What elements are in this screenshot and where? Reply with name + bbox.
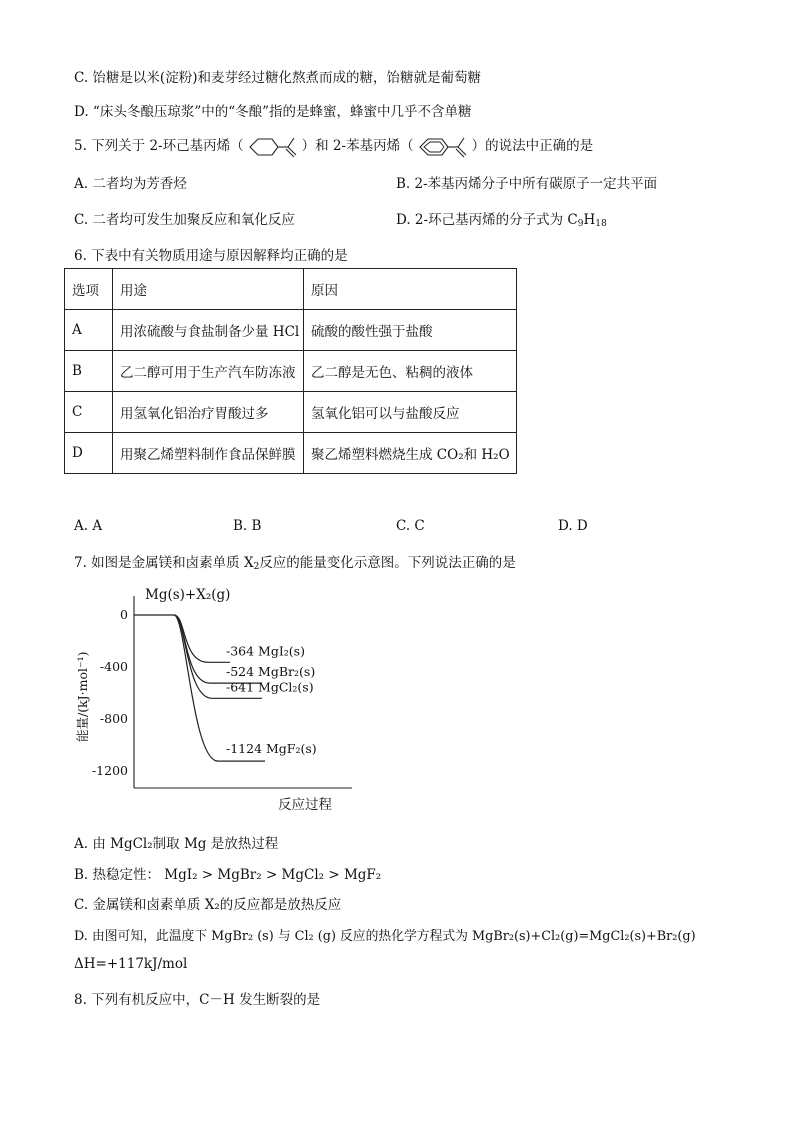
cyclohexylpropene-structure-icon xyxy=(244,135,302,159)
question-7-stem xyxy=(74,551,516,572)
header-cell: 用途 xyxy=(113,269,304,310)
q7-option-b: B. 热稳定性： MgI₂ > MgBr₂ > MgCl₂ > MgF₂ xyxy=(74,867,382,883)
table-cell: 乙二醇是无色、粘稠的液体 xyxy=(304,351,517,392)
y-tick-label: -1200 xyxy=(91,763,128,778)
q6-answer-b: B. B xyxy=(233,518,262,534)
table-cell: 用氢氧化铝治疗胃酸过多 xyxy=(113,392,304,433)
q5-option-c: C. 二者均可发生加聚反应和氧化反应 xyxy=(74,212,295,228)
q6-answer-d: D. D xyxy=(558,518,588,534)
y-tick-label: -400 xyxy=(99,659,128,674)
table-row xyxy=(65,351,517,392)
option-c-text: C. 饴糖是以米(淀粉)和麦芽经过糖化熬煮而成的糖，饴糖就是葡萄糖 xyxy=(74,70,481,86)
q7-option-a: A. 由 MgCl₂制取 Mg 是放热过程 xyxy=(74,836,279,852)
q5-middle: ）和 2-苯基丙烯（ xyxy=(301,138,414,154)
q5-option-d xyxy=(396,208,607,229)
q5-d-sub2: 18 xyxy=(595,219,607,229)
q5-d-sub1: 9 xyxy=(577,219,584,229)
table-cell: 用浓硫酸与食盐制备少量 HCl xyxy=(113,310,304,351)
table-cell: D xyxy=(65,433,113,474)
q7-stem-sub: 2 xyxy=(253,562,260,572)
q7-option-d: D. 由图可知，此温度下 MgBr₂ (s) 与 Cl₂ (g) 反应的热化学方程式为 MgBr₂(s)+Cl₂(g)=MgCl₂(s)+Br₂(g) xyxy=(74,929,696,944)
q6-answer-a: A. A xyxy=(74,518,103,534)
table-cell: 聚乙烯塑料燃烧生成 CO₂和 H₂O xyxy=(304,433,517,474)
question-5-stem xyxy=(74,134,593,159)
energy-diagram-chart xyxy=(70,582,370,818)
curve-label: -524 MgBr₂(s) xyxy=(226,664,316,680)
x-axis-label: 反应过程 xyxy=(278,797,332,813)
y-axis-label: 能量/(kJ·mol⁻¹) xyxy=(75,651,90,742)
table-cell: A xyxy=(65,310,113,351)
table-cell: 乙二醇可用于生产汽车防冻液 xyxy=(113,351,304,392)
table-row xyxy=(65,433,517,474)
q5-d-h: H xyxy=(583,212,596,228)
header-cell: 原因 xyxy=(304,269,517,310)
table-header-row xyxy=(65,269,517,310)
q6-table xyxy=(64,268,517,474)
q5-prefix: 5. 下列关于 2-环己基丙烯（ xyxy=(74,138,244,154)
q7-stem-b: 反应的能量变化示意图。下列说法正确的是 xyxy=(259,555,516,571)
q5-option-b: B. 2-苯基丙烯分子中所有碳原子一定共平面 xyxy=(396,176,658,192)
phenylpropene-structure-icon xyxy=(414,135,472,159)
chart-title: Mg(s)+X₂(g) xyxy=(145,587,231,603)
question-8-stem: 8. 下列有机反应中，C－H 发生断裂的是 xyxy=(74,992,321,1008)
q6-answer-c: C. C xyxy=(396,518,425,534)
table-cell: 硫酸的酸性强于盐酸 xyxy=(304,310,517,351)
table-cell: B xyxy=(65,351,113,392)
q7-option-c: C. 金属镁和卤素单质 X₂的反应都是放热反应 xyxy=(74,897,342,913)
option-d-text: D. “床头冬酿压琼浆”中的“冬酿”指的是蜂蜜，蜂蜜中几乎不含单糖 xyxy=(74,104,472,120)
table-row xyxy=(65,310,517,351)
y-tick-label: 0 xyxy=(120,607,128,622)
header-cell: 选项 xyxy=(65,269,113,310)
curve-label: -641 MgCl₂(s) xyxy=(226,679,314,695)
table-row xyxy=(65,392,517,433)
table-cell: 用聚乙烯塑料制作食品保鲜膜 xyxy=(113,433,304,474)
y-tick-label: -800 xyxy=(99,711,128,726)
q5-suffix: ）的说法中正确的是 xyxy=(471,138,594,154)
curve-label: -1124 MgF₂(s) xyxy=(226,741,317,757)
q5-d-text: D. 2-环己基丙烯的分子式为 C xyxy=(396,212,578,228)
q5-option-a: A. 二者均为芳香烃 xyxy=(74,176,187,192)
curve-label: -364 MgI₂(s) xyxy=(226,643,305,659)
q7-stem-a: 7. 如图是金属镁和卤素单质 X xyxy=(74,555,254,571)
table-cell: C xyxy=(65,392,113,433)
q7-option-d-enthalpy: ΔH=+117kJ/mol xyxy=(74,956,188,972)
table-cell: 氢氧化铝可以与盐酸反应 xyxy=(304,392,517,433)
question-6-stem: 6. 下表中有关物质用途与原因解释均正确的是 xyxy=(74,248,348,264)
